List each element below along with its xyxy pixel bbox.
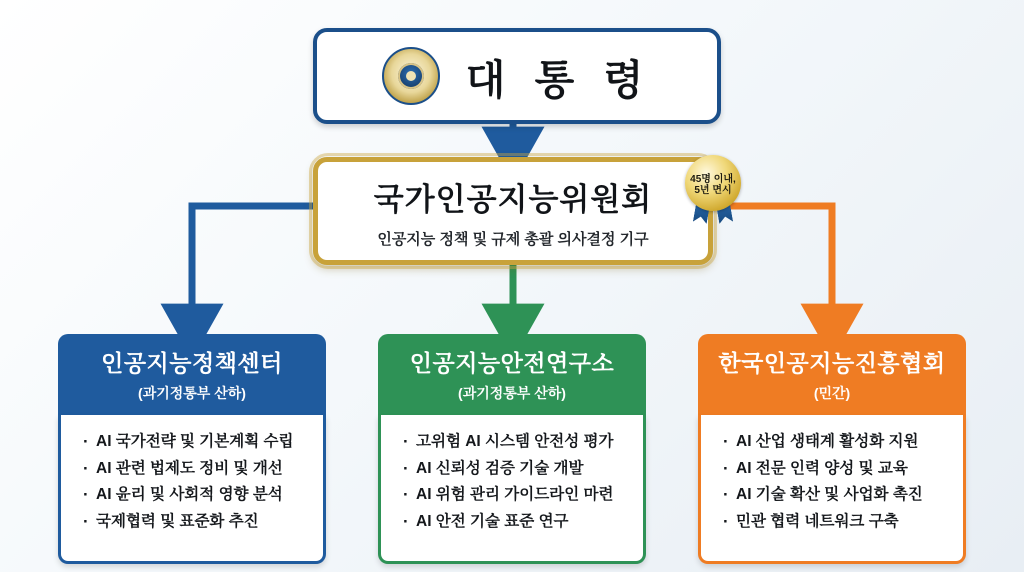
list-item: · 민관 협력 네트워크 구축 — [723, 509, 949, 536]
list-item: · AI 신뢰성 검증 기술 개발 — [403, 456, 629, 483]
national-emblem-icon — [382, 47, 440, 105]
national-ai-committee-node[interactable] — [313, 157, 736, 265]
org-body-policy-center — [58, 415, 326, 564]
committee-box — [313, 157, 713, 265]
badge-line-2: 5년 면시 — [694, 185, 732, 196]
org-duty-list — [403, 429, 629, 535]
org-card-safety-institute[interactable] — [378, 334, 646, 564]
list-item: · AI 국가전략 및 기본계획 수립 — [83, 429, 309, 456]
committee-subtitle: 인공지능 정책 및 규제 총괄 의사결정 기구 — [377, 230, 649, 248]
org-card-policy-center[interactable] — [58, 334, 326, 564]
list-item: · 고위험 AI 시스템 안전성 평가 — [403, 429, 629, 456]
org-card-ai-association[interactable] — [698, 334, 966, 564]
org-body-safety-institute — [378, 415, 646, 564]
list-item: · AI 산업 생태계 활성화 지원 — [723, 429, 949, 456]
org-name: 한국인공지능진흥협회 — [718, 350, 946, 376]
org-header-ai-association — [698, 334, 966, 415]
org-header-safety-institute — [378, 334, 646, 415]
org-affiliation: (과기정통부 산하) — [458, 385, 566, 401]
president-node[interactable] — [313, 28, 721, 124]
org-name: 인공지능정책센터 — [101, 350, 283, 376]
org-header-policy-center — [58, 334, 326, 415]
committee-badge-text — [690, 174, 736, 197]
org-duty-list — [83, 429, 309, 535]
committee-title: 국가인공지능위원회 — [373, 181, 653, 217]
org-affiliation: (과기정통부 산하) — [138, 385, 246, 401]
org-body-ai-association — [698, 415, 966, 564]
list-item: · AI 위험 관리 가이드라인 마련 — [403, 482, 629, 509]
list-item: · AI 전문 인력 양성 및 교육 — [723, 456, 949, 483]
medal-ribbon-icon — [677, 151, 751, 225]
list-item: · AI 안전 기술 표준 연구 — [403, 509, 629, 536]
list-item: · AI 기술 확산 및 사업화 촉진 — [723, 482, 949, 509]
president-title: 대 통 령 — [465, 56, 653, 103]
org-affiliation: (민간) — [813, 385, 851, 401]
org-duty-list — [723, 429, 949, 535]
list-item: · AI 관련 법제도 정비 및 개선 — [83, 456, 309, 483]
list-item: · AI 윤리 및 사회적 영향 분석 — [83, 482, 309, 509]
badge-line-1: 45명 이내, — [690, 173, 736, 185]
list-item: · 국제협력 및 표준화 추진 — [83, 509, 309, 536]
org-name: 인공지능안전연구소 — [409, 350, 615, 376]
